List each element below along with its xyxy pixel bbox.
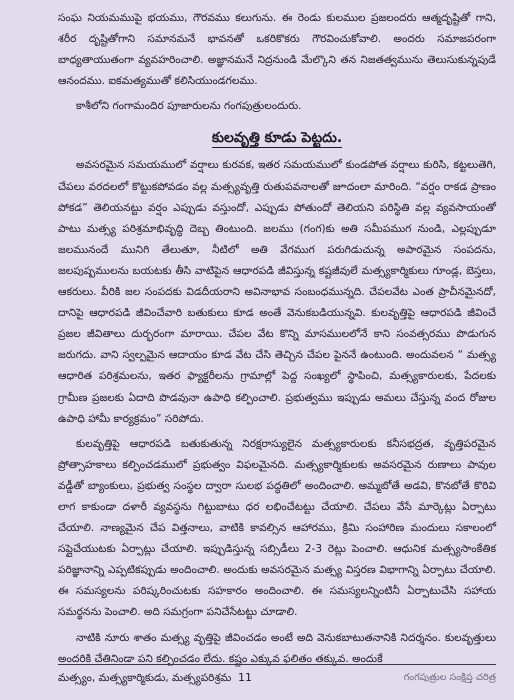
page-footer <box>58 664 496 691</box>
paragraph-main-2: కులవృత్తిపై ఆధారపడి బతుకుతున్న నిరక్షరాస్యులైన మత్స్యకారులకు కనీసభద్రత, వృత్తిపరమైన ప్రోత్సాహకాలు కల్పించడములో ప్రభుత్వం విఫలమైనది. మత్స్యకార్మికులకు అవసరమైన రుణాలు పావుల వడ్డీతో బ్యాంకులు, ప్రభుత్వ సంస్థల ద్వారా సులభ పద్ధతిలో అందించాలి. అమ్మబోతే అడవి, కొనబోతే కొరివి లాగ కాకుండా దళారీ వ్యవస్థను గిట్టుబాటు ధర లభించేటట్టు చేయాలి. చేపలు వేసే మార్కెట్లు ఏర్పాటు చేయాలి. నాణ్యమైన చేప విత్తనాలు, వాటికి కావల్సిన ఆహారము, క్రిమి సంహారిణ మందులు సకాలంలో సప్లైచేయుటకు ఏర్పాట్లు చేయాలి. ఇప్పుడిస్తున్న సబ్సిడీలు 2-3 రెట్లు పెంచాలి. ఆధునిక మత్స్యసాంకేతిక పరిజ్ఞానాన్ని ఎప్పటికప్పుడు అందించాలి. అందుకు అవసరమైన మత్స్య విస్తరణ విభాగాన్ని ఏర్పాటు చేయాలి. ఈ సమస్యలను పరిష్కరించుటకు సహకారం అందించాలి. ఈ సమస్యలన్నింటినీ ఏర్పాటుచేసి సహాయ సమర్థనను పెంచాలి. అది సమగ్రంగా పనిచేసేటట్టు చూడాలి. <box>58 437 496 619</box>
paragraph-main-1: అవసరమైన సమయములో వర్షాలు కురవక, ఇతర సమయములో కుండపోత వర్షాలు కురిసి, కట్టలుతెగి, చేపలు వరదలలో కొట్టుకపోవడం వల్ల మత్స్యవృత్తి రుతుపవనాలతో జూదంలా మారింది. “వర్షం రాకడ ప్రాణం పోకడ” తెలియనట్టు వర్షం ఎప్పుడు వస్తుందో, ఎప్పుడు పోతుందో తెలియని పరిస్థితి వల్ల వ్యవసాయంతో పాటు మత్స్య పరిశ్రమాభివృద్ధి దెబ్బ తింటుంది. జలము (గంగ)కు అతి సమీపముగ నుండి, ఎల్లప్పుడూ జలమునందే మునిగి తేలుతూ, నీటిలో అతి వేగముగ పరుగిడుచున్న అపారమైన సంపదను, జలపుష్పములను బయటకు తీసి వాటిపైన ఆధారపడి జీవిస్తున్న కష్టజీవులే మత్స్యకార్మికులు గూండ్ల, బెస్తలు, ఆకరులు. వీరికి జల సంపదకు విడదీయరాని అవినాభావ సంబంధమున్నది. చేపలవేట ఎంత ప్రాచీనమైనదో, దానిపై ఆధారపడి జీవించేవారి బతుకులు కూడ అంతే వెనుకబడియున్నవి. కులవృత్తిపై ఆధారపడి జీవించే ప్రజల జీవితాలు దుర్భరంగా మారాయి. చేపల వేట కొన్ని మాసములలోనే కాని సంవత్సరము పొడుగున జరుగదు. వాని స్వల్పమైన ఆదాయం కూడ వేట చేసి తెచ్చిన చేపల పైననే ఉంటుంది. అందువలన “ మత్స్య ఆధారిత పరిశ్రమలను, ఇతర ఫ్యాక్టరీలను గ్రామాల్లో పెద్ద సంఖ్యలో స్థాపించి, మత్స్యకారులకు, పేదలకు గ్రామీణ ప్రజలకు ఏదాది పొడవునా ఉపాధి కల్పించాలి. ప్రభుత్వము ఇప్పుడు అమలు చేస్తున్న వంద రోజుల ఉపాధి హామీ కార్యక్రమం” సరిపోదు. <box>58 159 496 425</box>
section-heading <box>58 127 496 149</box>
paragraph-main-3: నాటికి నూరు శాతం మత్స్య వృత్తిపై జీవించడం అంటే అది వెనుకబాటుతనానికి నిదర్శనం. కులవృత్తులు అందరికి చేతినిండా పని కల్పించడం లేదు. కష్టం ఎక్కువ ఫలితం తక్కువ. అందుకే <box>58 631 496 665</box>
paragraph-top-2: కాశీలోని గంగామందిర పూజారులను గంగపుత్రులందురు. <box>76 100 302 113</box>
paragraph-top-1: సంఘ నియమముపై భయము, గౌరవము కలుగును. ఈ రెండు కులముల ప్రజలందరు ఆత్మదృష్టితో గాని, శరీర దృష్టితోగాని సమానమనే భావనతో ఒకరికొకరు గౌరవించుకోవాలి. అందరు సమాజపరంగా బాధ్యతాయుతంగా వ్యవహరించాలి. అజ్ఞానమనే నిద్రనుండి మేల్కొని తన నిజతత్వమును తెలుసుకున్నపుడే ఆనందము. ఐకమత్యముతో కలిసియుండగలము. <box>58 12 496 88</box>
page-number: 11 <box>238 671 252 684</box>
footer-book-title: మత్స్యం, మత్స్యకార్మికుడు, మత్స్యపరిశ్రమ <box>58 672 232 684</box>
section-heading-text: కులవృత్తి కూడు పెట్టదు. <box>211 130 343 147</box>
footer-running-title: గంగపుత్రుల సంక్షిప్త చరిత్ర <box>403 672 496 683</box>
